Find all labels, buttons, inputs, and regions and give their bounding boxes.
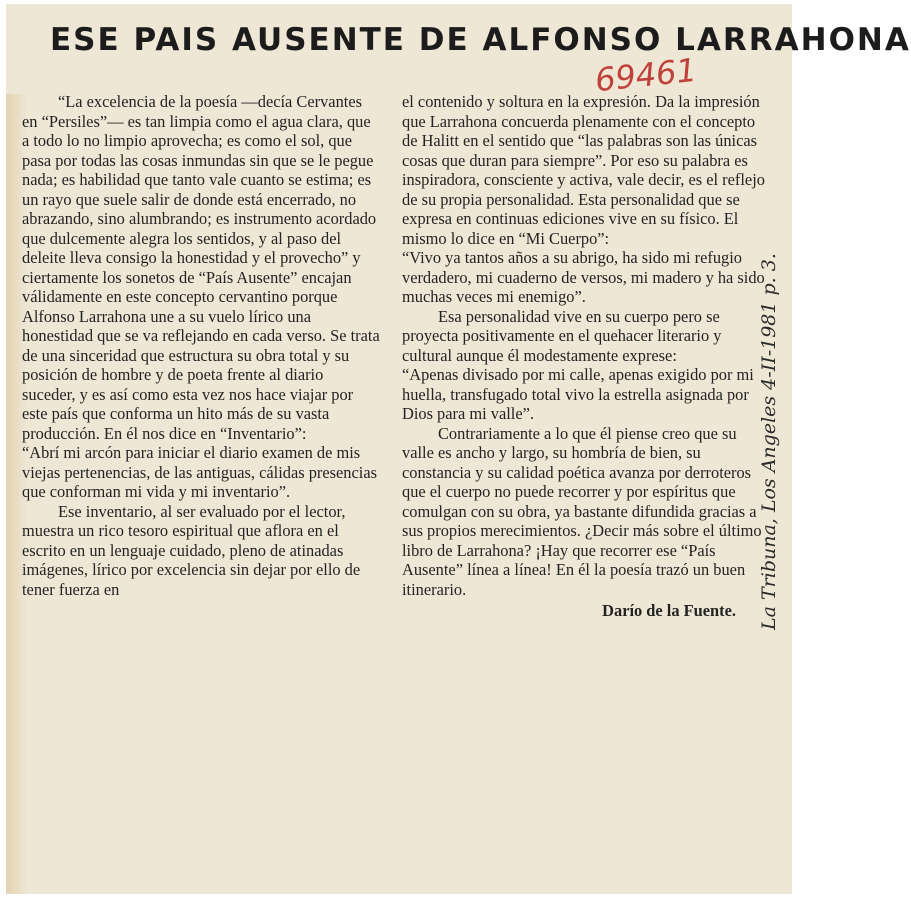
paragraph-cervantes-quote: “La excelencia de la poesía —decía Cervantes en “Persiles”— es tan limpia como el agua clara, que a todo lo no limpio aprovecha; es como el sol, que pasa por todas las cosas inmundas sin que se le pegue nada; es habilidad que tanto vale cuanto se estima; es un rayo que suele salir de donde está encerrado, no abrazando, sino alumbrando; es instrumento acordado que dulcemente alegra los sentidos, y al paso del deleite lleva consigo la honestidad y el provecho” y ciertamente los sonetos de “País Ausente” encajan válidamente en este concepto cervantino porque Alfonso Larrahona une a su vuelo lírico una honestidad que se va reflejando en cada verso. Se trata de una sinceridad que estructura su obra total y su posición de hombre y de poeta frente al diario suceder, y es así como esta vez nos hace viajar por este país que conforma un hito más de su vasta producción. En él nos dice en “Inventario”: <box>22 92 380 443</box>
handwritten-catalog-number: 69461 <box>593 50 699 100</box>
paragraph-expression: el contenido y soltura en la expresión. Da la impresión que Larrahona concuerda plenamente con el concepto de Halitt en el sentido que “las palabras son las únicas cosas que duran para siempre”. Por eso su palabra es inspiradora, consciente y activa, vale decir, es el reflejo de su propia personalidad. Esta personalidad que se expresa en continuas ediciones vive en su físico. El mismo lo dice en “Mi Cuerpo”: <box>402 92 765 248</box>
quote-mi-cuerpo: “Vivo ya tantos años a su abrigo, ha sido mi refugio verdadero, mi cuaderno de versos, mi madero y ha sido muchas veces mi enemigo”. <box>402 248 765 306</box>
paragraph-inventario-evaluation: Ese inventario, al ser evaluado por el lector, muestra un rico tesoro espiritual que aflora en el escrito en un lenguaje cuidado, pleno de atinadas imágenes, lírico por excelencia sin dejar por ello de tener fuerza en <box>22 501 361 599</box>
author-signature: Darío de la Fuente. <box>602 601 736 620</box>
handwritten-source-note: La Tribuna, Los Angeles 4-II-1981 p. 3. <box>758 253 780 630</box>
paragraph-personality: Esa personalidad vive en su cuerpo pero se proyecta positivamente en el quehacer literario y cultural aunque él modestamente exprese: <box>402 306 722 365</box>
article-title: ESE PAIS AUSENTE DE ALFONSO LARRAHONA <box>50 22 911 58</box>
left-column <box>22 92 380 599</box>
quote-inventario: “Abrí mi arcón para iniciar el diario examen de mis viejas pertenencias, de las antiguas, cálidas presencias que conforman mi vida y mi inventario”. <box>22 443 377 501</box>
right-column <box>402 92 770 621</box>
paragraph-conclusion: Contrariamente a lo que él piense creo que su valle es ancho y largo, su hombría de bien, su constancia y su calidad poética avanza por derroteros que el cuerpo no puede recorrer y por espíritus que comulgan con su obra, ya bastante difundida gracias a sus propios merecimientos. ¿Decir más sobre el último libro de Larrahona? ¡Hay que recorrer ese “País Ausente” línea a línea! En él la poesía trazó un buen itinerario. <box>402 423 762 599</box>
quote-valle: “Apenas divisado por mi calle, apenas exigido por mi huella, transfugado total vivo la estrella asignada por Dios para mi valle”. <box>402 365 754 423</box>
